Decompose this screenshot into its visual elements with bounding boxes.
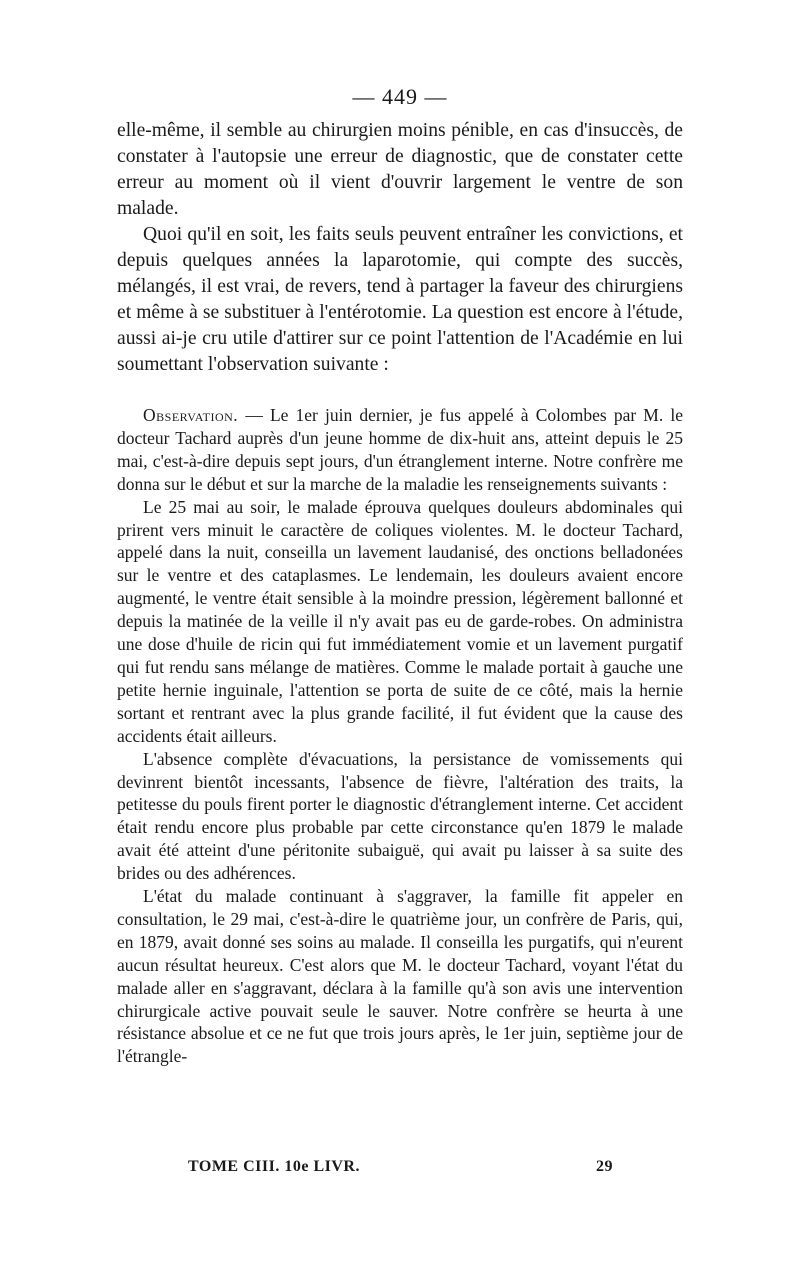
paragraph-symptoms: Le 25 mai au soir, le malade éprouva quelques douleurs abdominales qui prirent vers minuit le caractère de coliques violentes. M. le docteur Tachard, appelé dans la nuit, conseilla un lavement laudanisé, des onctions belladonées sur le ventre et des cataplasmes. Le lendemain, les douleurs avaient encore augmenté, le ventre était sensible à la moindre pression, légèrement ballonné et depuis la matinée de la veille il n'y avait pas eu de garde-robes. On administra une dose d'huile de ricin qui fut immédiatement vomie et un lavement purgatif qui fut rendu sans mélange de matières. Comme le malade portait à gauche une petite hernie inguinale, l'attention se porta de suite de ce côté, mais la hernie sortant et rentrant avec la plus grande facilité, il fut évident que la cause des accidents était ailleurs. bbox=[117, 496, 683, 746]
page-body bbox=[117, 118, 683, 1068]
paragraph-continuation: elle-même, il semble au chirurgien moins pénible, en cas d'insuccès, de constater à l'autopsie une erreur de diagnostic, que de constater cette erreur au moment où il vient d'ouvrir largement le ventre de son malade. bbox=[117, 120, 683, 219]
observation-text: — Le 1er juin dernier, je fus appelé à Colombes par M. le docteur Tachard auprès d'un jeune homme de dix-huit ans, atteint depuis le 25 mai, c'est-à-dire depuis sept jours, d'un étranglement interne. Notre confrère me donna sur le début et sur la marche de la maladie les renseignements suivants : bbox=[117, 405, 683, 494]
footer-sheet-number: 29 bbox=[596, 1158, 613, 1175]
section-gap bbox=[117, 378, 683, 404]
paragraph-laparotomy: Quoi qu'il en soit, les faits seuls peuvent entraîner les convictions, et depuis quelques années la laparotomie, qui compte des succès, mélangés, il est vrai, de revers, tend à partager la faveur des chirurgiens et même à se substituer à l'entérotomie. La question est encore à l'étude, aussi ai-je cru utile d'attirer sur ce point l'attention de l'Académie en lui soumettant l'observation suivante : bbox=[117, 224, 683, 375]
paragraph-diagnosis: L'absence complète d'évacuations, la persistance de vomissements qui devinrent bientôt incessants, l'absence de fièvre, l'altération des traits, la petitesse du pouls firent porter le diagnostic d'étranglement interne. Cet accident était rendu encore plus probable par cette circonstance qu'en 1879 le malade avait été atteint d'une péritonite subaiguë, qui avait pu laisser à sa suite des brides ou des adhérences. bbox=[117, 748, 683, 884]
footer-signature: TOME CIII. 10e LIVR. bbox=[188, 1158, 360, 1175]
page-number: — 449 — bbox=[352, 84, 448, 109]
paragraph-observation bbox=[117, 404, 683, 496]
paragraph-consultation: L'état du malade continuant à s'aggraver, la famille fit appeler en consultation, le 29 mai, c'est-à-dire le quatrième jour, un confrère de Paris, qui, en 1879, avait donné ses soins au malade. Il conseilla les purgatifs, qui n'eurent aucun résultat heureux. C'est alors que M. le docteur Tachard, voyant l'état du malade aller en s'aggravant, déclara à la famille qu'à son avis une intervention chirurgicale active pouvait seule le sauver. Notre confrère se heurta à une résistance absolue et ce ne fut que trois jours après, le 1er juin, septième jour de l'étrangle- bbox=[117, 886, 683, 1067]
observation-label: Observation. bbox=[143, 405, 239, 425]
page-footer bbox=[188, 1158, 613, 1176]
